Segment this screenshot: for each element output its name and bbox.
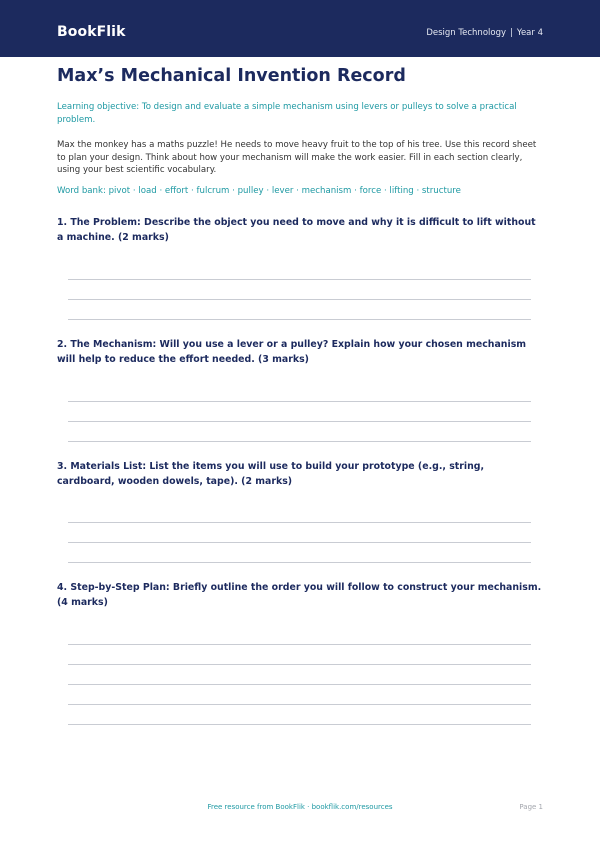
answer-line[interactable] (68, 542, 531, 543)
question-1: 1. The Problem: Describe the object you need to move and why it is difficult to lift without a machine. (2 marks) (57, 217, 536, 243)
answer-line[interactable] (68, 401, 531, 402)
brand-logo[interactable]: BookFlik (57, 24, 126, 40)
answer-line[interactable] (68, 664, 531, 665)
answer-line[interactable] (68, 421, 531, 422)
answer-line[interactable] (68, 279, 531, 280)
word-bank: Word bank: pivot · load · effort · fulcrum · pulley · lever · mechanism · force · lifting · structure (57, 186, 461, 196)
answer-line[interactable] (68, 441, 531, 442)
answer-line[interactable] (68, 299, 531, 300)
answer-line[interactable] (68, 684, 531, 685)
page-number: Page 1 (519, 803, 543, 811)
answer-line[interactable] (68, 644, 531, 645)
learning-objective: Learning objective: To design and evaluate a simple mechanism using levers or pulleys to solve a practical problem. (57, 102, 517, 125)
header-meta (426, 28, 543, 38)
site-header (0, 0, 600, 57)
answer-line[interactable] (68, 522, 531, 523)
answer-line[interactable] (68, 562, 531, 563)
answer-line[interactable] (68, 319, 531, 320)
question-3: 3. Materials List: List the items you will use to build your prototype (e.g., string, cardboard, wooden dowels, tape). (2 marks) (57, 461, 485, 487)
question-2: 2. The Mechanism: Will you use a lever or a pulley? Explain how your chosen mechanism will help to reduce the effort needed. (3 marks) (57, 339, 527, 365)
subject-label: Design Technology (426, 28, 507, 38)
year-label: Year 4 (516, 28, 543, 38)
question-4: 4. Step-by-Step Plan: Briefly outline the order you will follow to construct your mechanism. (4 marks) (57, 582, 542, 608)
page-title: Max’s Mechanical Invention Record (57, 66, 406, 86)
answer-line[interactable] (68, 724, 531, 725)
answer-line[interactable] (68, 704, 531, 705)
header-separator: | (510, 28, 513, 38)
intro-text: Max the monkey has a maths puzzle! He needs to move heavy fruit to the top of his tree. Use this record sheet to plan your design. Think about how your mechanism will make the work easier. Fill in each section clearly, using your best scientific vocabulary. (57, 140, 537, 175)
footer-credit[interactable]: Free resource from BookFlik · bookflik.com/resources (207, 803, 393, 811)
